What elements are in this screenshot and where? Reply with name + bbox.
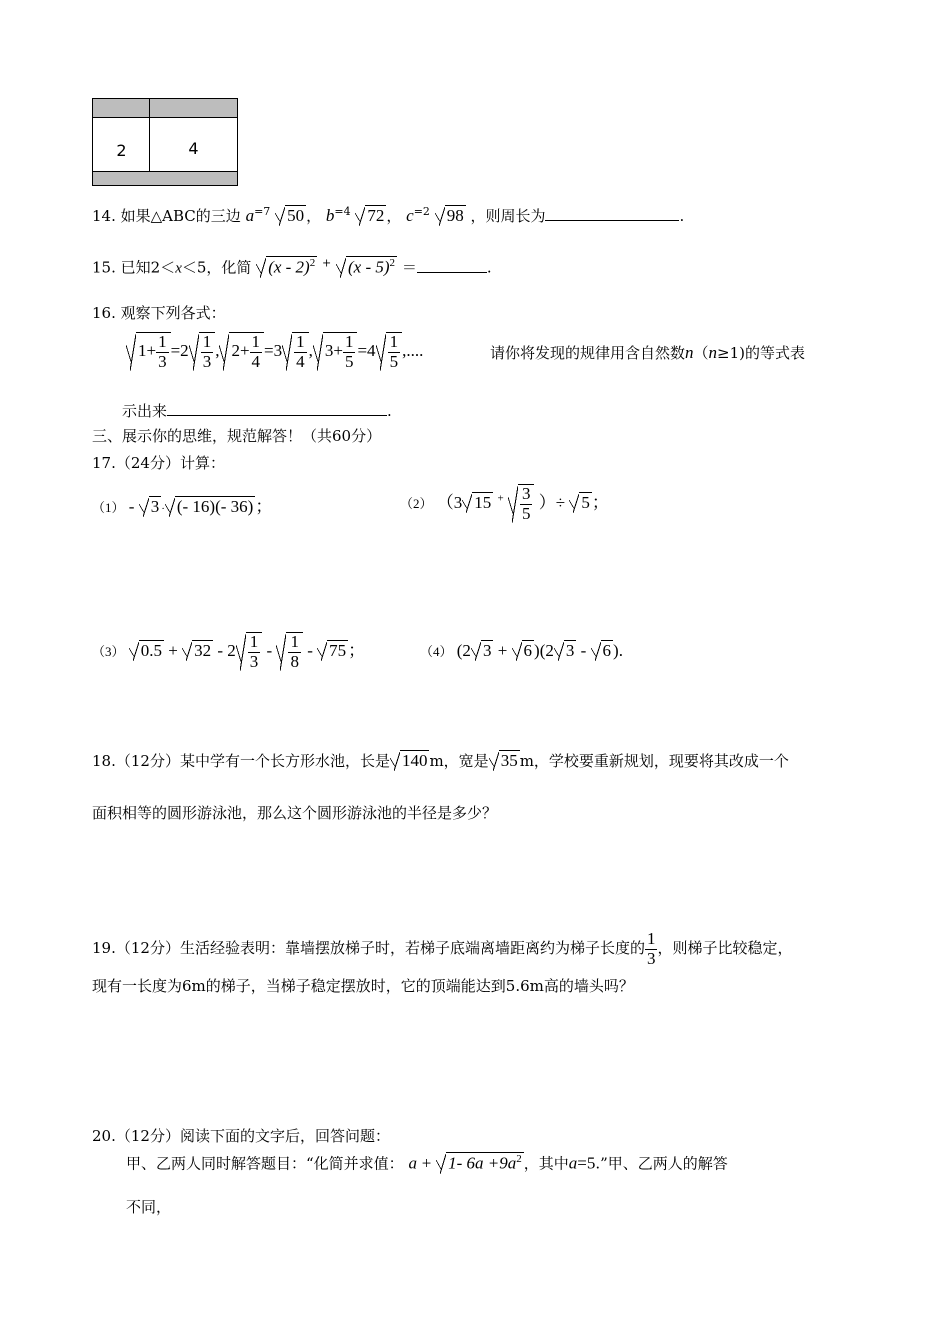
q16-title: 观察下列各式： (120, 304, 226, 322)
q15-answer-blank (417, 258, 487, 273)
q17-p4-b: + (497, 641, 508, 660)
q16-f1-plus: + (146, 341, 157, 361)
q14-b-radicand: 72 (367, 206, 385, 225)
question-14: 14. 如果△ABC的三边 $a^{=7}$ 50 ， $b^{=4}$ 72 ， $c^{=2}$ 98 ，则周长为 . (92, 205, 685, 225)
q16-f1-int: 1 (138, 341, 147, 361)
q17-p2-radical-2 (569, 492, 592, 513)
q16-f3-rhs (376, 332, 403, 371)
q20-a: a (408, 1153, 417, 1173)
q14-a-coef: =7 (254, 205, 271, 218)
q17-p4-radical-3 (554, 640, 577, 661)
q17-p4-radicand-1: 3 (482, 641, 492, 660)
q16-f2-num: 1 (251, 332, 261, 351)
shaded-strip-bottom (93, 171, 237, 185)
q19-tail: ，则梯子比较稳定， (657, 939, 793, 958)
q17-p3-label: （3） (92, 644, 125, 660)
q16-condition: ≥1)的等式表 (717, 344, 805, 362)
q16-n-2: n (708, 343, 718, 362)
q16-f3-den: 5 (344, 351, 354, 371)
q17-p3-minus-2: - (266, 641, 273, 661)
q17-p1-end: ； (255, 497, 273, 516)
q17-part-2 (400, 484, 609, 523)
q17-p4-radicand-2: 6 (523, 641, 533, 660)
q16-f3-num: 1 (344, 332, 354, 351)
q16-number: 16. (92, 304, 116, 322)
q17-p4-radicand-3: 3 (565, 641, 575, 660)
q17-p4-label: （4） (420, 644, 453, 659)
question-20: 20.（12分）阅读下面的文字后，回答问题： (92, 1127, 390, 1145)
q15-x: x (175, 260, 182, 277)
q14-text: 如果△ABC的三边 (120, 207, 241, 225)
q17-p4-radicand-4: 6 (602, 641, 612, 660)
q20-line2-pre: 甲、乙两人同时解答题目：“化简并求值： (126, 1154, 404, 1173)
q16-dots: ,.... (402, 341, 424, 361)
q16-f3r-den: 5 (389, 351, 399, 371)
q17-p2-plus: + (497, 492, 504, 505)
q17-part-3 (92, 632, 365, 671)
q17-p3-den-2: 8 (290, 651, 299, 671)
q17-p1-radical-1 (139, 496, 162, 517)
q14-number: 14. (92, 207, 116, 225)
q15-radical-1 (256, 256, 317, 278)
q16-f1-radical (126, 332, 171, 371)
q17-p4-end: . (618, 641, 623, 660)
q14-a: a (245, 206, 255, 225)
q17-p2-label: （2） (400, 496, 433, 512)
q18-mid: m，宽是 (429, 752, 489, 770)
q16-f1-rhs (189, 332, 216, 371)
q19-label: 19.（12分）生活经验表明：靠墙摆放梯子时，若梯子底端离墙距离约为梯子长度的 (92, 939, 645, 958)
question-16-title (92, 302, 226, 323)
q18-tail: m，学校要重新规划，现要将其改成一个 (519, 752, 789, 770)
q15-radicand-1: (x - 2) (268, 257, 310, 277)
section-3-heading: 三、展示你的思维，规范解答！（共60分） (92, 427, 382, 445)
grid-figure (92, 98, 238, 186)
q19-num: 1 (646, 929, 656, 948)
q16-f2-den: 4 (251, 351, 261, 371)
q15-exp-1: 2 (309, 257, 316, 269)
q16-f1-eq: =2 (170, 341, 189, 361)
q17-p3-radical-1 (129, 640, 164, 661)
q17-p4-e: ) (613, 641, 619, 660)
q17-p2-open: （3 (436, 493, 463, 513)
q16-answer-blank (167, 401, 387, 416)
q17-part-1: （1） - 3 · (- 16)(- 36) ； (92, 497, 273, 516)
q20-dot: . (595, 1154, 601, 1173)
q14-a-radicand: 50 (287, 206, 305, 225)
q16-n: n (685, 343, 694, 362)
q16-f1-num: 1 (158, 332, 167, 351)
q17-p3-radical-3 (236, 632, 263, 671)
q17-p1-radicand-2: (- 16)(- 36) (176, 497, 254, 516)
q14-c-coef: =2 (413, 205, 430, 218)
q16-end: . (387, 402, 392, 420)
q16-f2-int: 2 (231, 341, 240, 361)
question-15 (92, 256, 492, 278)
q18-radical-1 (390, 750, 430, 771)
q20-mid: ，其中 (523, 1154, 569, 1173)
q16-instruction-text: 请你将发现的规律用含自然数 (490, 344, 686, 362)
q17-p3-minus-3: - (307, 641, 313, 661)
q18-radicand-1: 140 (401, 751, 428, 770)
q17-p3-radical-4 (276, 632, 303, 671)
q14-c-radicand: 98 (446, 206, 464, 225)
q16-f2-radical (219, 332, 264, 371)
q19-fraction (645, 930, 658, 968)
q17-p2-end: ； (591, 493, 609, 513)
q15-radical-2 (336, 256, 397, 278)
q16-f1-den: 3 (158, 351, 167, 371)
q17-p3-radical-5 (317, 640, 348, 661)
q17-p4-radical-2 (512, 640, 535, 661)
q14-tail: ，则周长为 (470, 207, 546, 225)
q20-a-2: a (568, 1153, 578, 1173)
q18-line2: 面积相等的圆形游泳池，那么这个圆形游泳池的半径是多少？ (92, 804, 498, 822)
q17-p3-den-1: 3 (249, 651, 259, 671)
q16-f3-radical (313, 332, 358, 371)
question-18 (92, 750, 789, 771)
q18-radical-2 (489, 750, 520, 771)
q17-p4-d: - (580, 641, 587, 660)
q16-f3-plus: + (333, 341, 343, 361)
q18-radicand-2: 35 (500, 751, 518, 770)
q17-p3-num-2: 1 (290, 632, 299, 651)
q17-p3-plus: + (168, 641, 178, 661)
q17-p3-minus-1: - 2 (217, 641, 236, 661)
q17-p3-num-1: 1 (249, 632, 259, 651)
q17-p1-radical-2 (165, 496, 255, 517)
q18-label: 18.（12分）某中学有一个长方形水池，长是 (92, 752, 390, 770)
q20-radical (436, 1152, 524, 1174)
q17-p2-num: 3 (521, 484, 531, 503)
q16-instruction (490, 342, 805, 363)
q16-line2 (122, 400, 392, 421)
q19-line2: 现有一长度为6m的梯子，当梯子稳定摆放时，它的顶端能达到5.6m高的墙头吗？ (92, 977, 634, 995)
q16-f2-rhs (282, 332, 309, 371)
q14-b-radical (355, 205, 386, 226)
q17-p4-radical-1 (471, 640, 494, 661)
q20-radicand: 1- 6a +9a (448, 1153, 517, 1173)
q16-f3-eq: =4 (357, 341, 376, 361)
q15-text-pre: 已知2＜ (120, 258, 176, 277)
q17-p2-radical-frac (508, 484, 535, 523)
figure-number-left: 2 (116, 141, 127, 160)
q17-p3-end: ； (348, 641, 366, 661)
q17-p1-label: （1） (92, 500, 125, 515)
q20-plus: + (421, 1153, 432, 1173)
q16-f2-eq: =3 (264, 341, 283, 361)
q15-text-mid: ＜5，化简 (181, 258, 252, 277)
q15-number: 15. (92, 258, 116, 277)
q16-f2-plus: + (239, 341, 250, 361)
q15-plus: + (322, 256, 332, 270)
q20-line3: 不同， (126, 1198, 172, 1216)
q17-p2-radical-1 (462, 492, 493, 513)
q17-part-4 (420, 640, 623, 661)
q17-p1-radicand-1: 3 (150, 497, 160, 516)
q17-p3-radicand-2: 32 (194, 641, 212, 661)
q20-line2 (126, 1152, 728, 1174)
q16-f2r-den: 4 (296, 351, 305, 371)
q19-den: 3 (646, 948, 656, 968)
q17-p2-radicand-2: 5 (581, 493, 590, 513)
q16-f3r-num: 1 (389, 332, 399, 351)
q15-exp-2: 2 (389, 257, 396, 269)
q16-line2-text: 示出来 (122, 402, 168, 420)
q17-p3-radicand-5: 75 (329, 641, 347, 661)
q14-answer-blank (545, 206, 679, 221)
q16-f1r-num: 1 (202, 332, 212, 351)
q17-p1-minus: - (128, 497, 139, 516)
q16-formula-row: 1+ $\frac{1}{3}$ =2 $\frac{1}{3}$ , 2+ $\frac{1}{4}$ =3 $\frac{1}{4}$ , 3+ $\frac{1}{5}$ =4 $\frac{1}{5}$ ,.... (126, 332, 423, 371)
q14-c-radical (435, 205, 466, 226)
q14-a-radical (275, 205, 306, 226)
q17-p4-a: (2 (456, 641, 471, 660)
q15-equals: ＝ (401, 258, 417, 277)
q20-exp: 2 (516, 1153, 522, 1165)
q16-paren: （ (693, 344, 709, 362)
q20-tail: ”甲、乙两人的解答 (600, 1154, 728, 1173)
q16-f1r-den: 3 (202, 351, 212, 371)
q17-p4-c: )(2 (534, 641, 554, 660)
q17-p3-radicand-1: 0.5 (140, 641, 163, 661)
q17-label: 17.（24分）计算： (92, 454, 225, 472)
q14-c: c (406, 206, 414, 225)
q17-p4-radical-4 (591, 640, 614, 661)
question-19 (92, 930, 792, 968)
q14-end: . (679, 207, 685, 225)
q15-radicand-2: (x - 5) (348, 257, 390, 277)
q16-f2r-num: 1 (296, 332, 305, 351)
q17-p2-close: ）÷ (538, 493, 566, 513)
q20-aval: =5 (577, 1153, 596, 1173)
q17-p2-radicand-1: 15 (474, 493, 492, 513)
q16-f3-int: 3 (324, 341, 334, 361)
q15-end: . (486, 258, 492, 277)
q14-b-coef: =4 (334, 205, 351, 218)
q17-p3-radical-2 (182, 640, 213, 661)
q17-p2-den: 5 (521, 503, 531, 523)
figure-number-right: 4 (188, 139, 199, 158)
q14-b: b (325, 206, 335, 225)
